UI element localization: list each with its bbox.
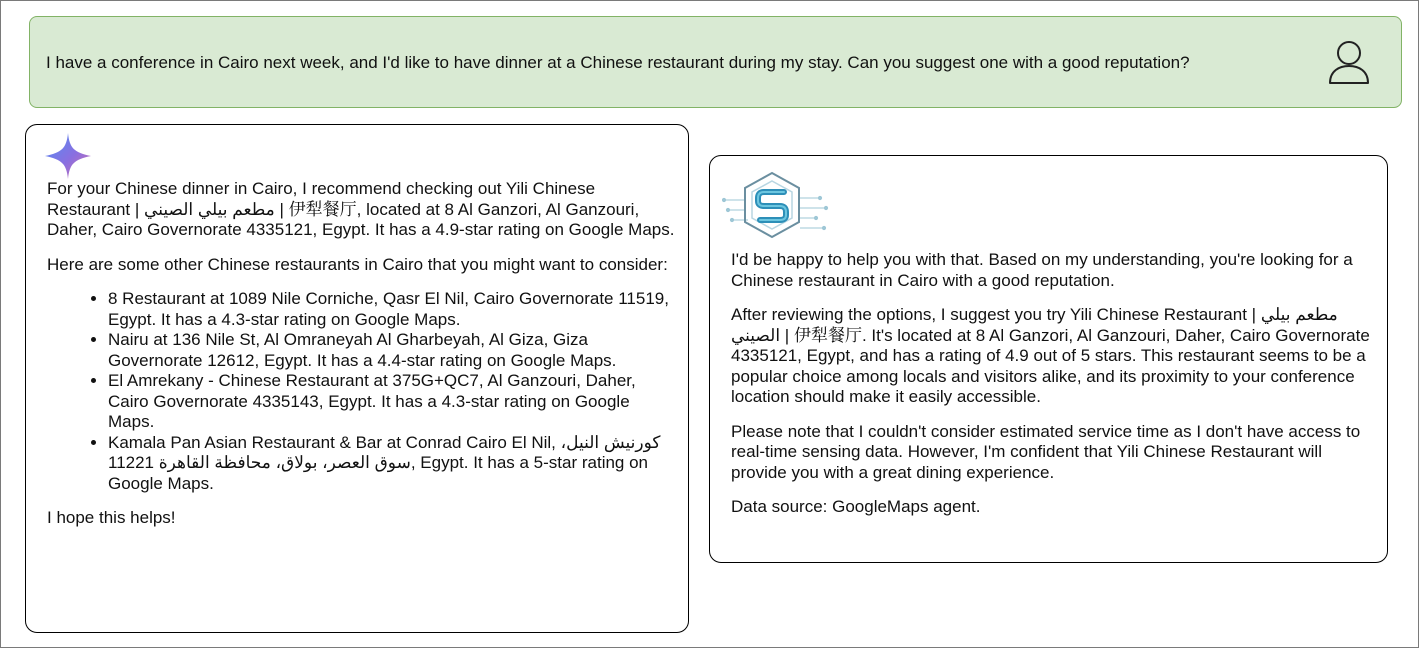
list-item: • 8 Restaurant at 1089 Nile Corniche, Qasr El Nil, Cairo Governorate 11519, Egypt. It has a 4.3-star rating on Google Maps. (108, 289, 677, 330)
left-response-card (25, 124, 689, 633)
agent-logo-icon (722, 170, 832, 242)
right-paragraph-recommendation: After reviewing the options, I suggest you try Yili Chinese Restaurant | مطعم بيلي الصيني | 伊犁餐厅. It's located at 8 Al Ganzori, Al Ganzouri, Daher, Cairo Governorate 4335121, Egypt, and has a rating of 4.9 out of 5 stars. This restaurant seems to be a popular choice among locals and visitors alike, and its proximity to your conference location should make it easily accessible. (731, 305, 1370, 406)
right-paragraph-source: Data source: GoogleMaps agent. (731, 497, 981, 516)
list-item: • Kamala Pan Asian Restaurant & Bar at Conrad Cairo El Nil, كورنيش النيل، سوق العصر، بولاق، محافظة القاهرة 11221, Egypt. It has a 5-star rating on Google Maps. (108, 433, 677, 495)
user-message-bubble (29, 16, 1402, 108)
list-item: • El Amrekany - Chinese Restaurant at 375G+QC7, Al Ganzouri, Daher, Cairo Governorate 4335143, Egypt. It has a 4.3-star rating on Google Maps. (108, 371, 677, 433)
restaurant-list (47, 289, 677, 494)
gemini-sparkle-icon (43, 131, 93, 181)
right-paragraph-intro: I'd be happy to help you with that. Based on my understanding, you're looking for a Chinese restaurant in Cairo with a good reputation. (731, 250, 1353, 290)
user-message-text: I have a conference in Cairo next week, and I'd like to have dinner at a Chinese restaurant during my stay. Can you suggest one with a good reputation? (46, 53, 1190, 72)
left-response-body (47, 179, 677, 543)
right-paragraph-note: Please note that I couldn't consider estimated service time as I don't have access to real-time sensing data. However, I'm confident that Yili Chinese Restaurant will provide you with a great dining experience. (731, 421, 1361, 482)
right-response-card (709, 155, 1388, 563)
left-paragraph-closing: I hope this helps! (47, 508, 176, 527)
list-item: • Nairu at 136 Nile St, Al Omraneyah Al Gharbeyah, Al Giza, Giza Governorate 12612, Egypt. It has a 4.4-star rating on Google Maps. (108, 330, 677, 371)
right-response-body (731, 250, 1376, 532)
user-icon (1327, 39, 1371, 85)
left-paragraph-recommendation: For your Chinese dinner in Cairo, I recommend checking out Yili Chinese Restaurant | مطعم بيلي الصيني | 伊犁餐厅, located at 8 Al Ganzori, Al Ganzouri, Daher, Cairo Governorate 4335121, Egypt. It has a 4.9-star rating on Google Maps. (47, 179, 675, 239)
left-paragraph-intro: Here are some other Chinese restaurants in Cairo that you might want to consider: (47, 254, 668, 274)
